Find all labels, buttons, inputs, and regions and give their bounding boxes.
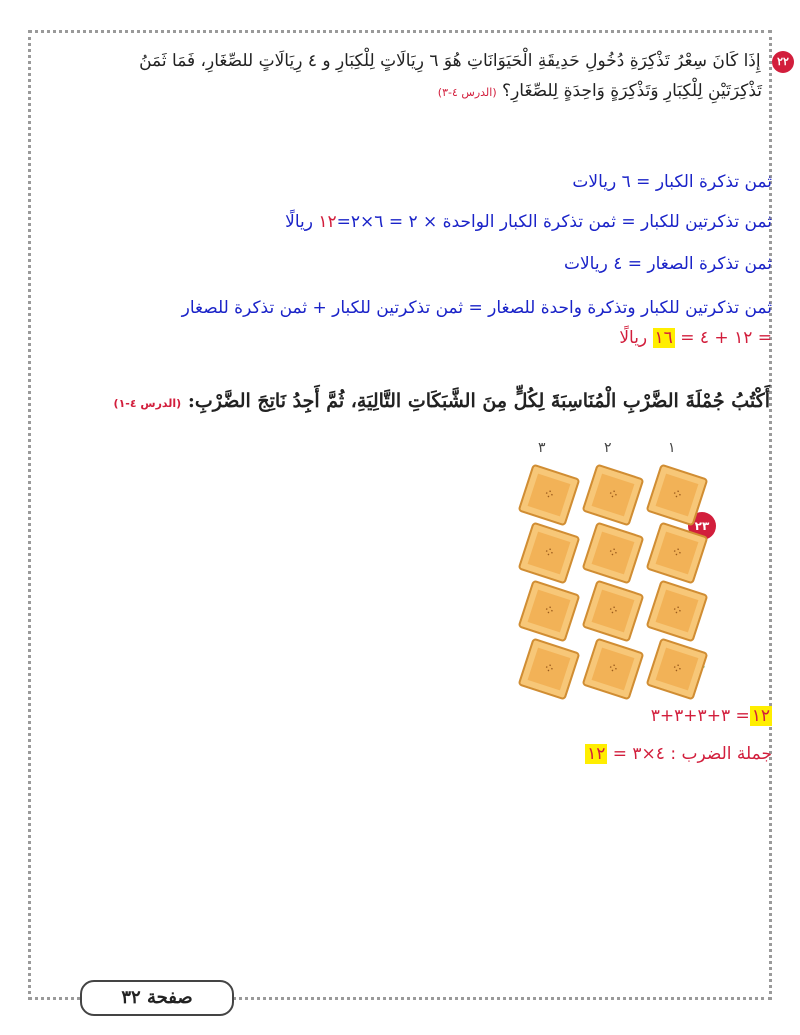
solution-line-2: ثمن تذكرتين للكبار = ثمن تذكرة الكبار الواحدة × ٢ = ٦×٢=١٢ ريالًا [285, 212, 772, 232]
section-lesson-reference: (الدرس ٤-١) [113, 397, 182, 410]
column-label: ١ [668, 440, 676, 456]
solution-line2-value: ١٢ [318, 212, 337, 232]
solution-line-4: ثمن تذكرتين للكبار وتذكرة واحدة للصغار = ثمن تذكرتين للكبار + ثمن تذكرة للصغار [181, 298, 772, 318]
cracker-image [517, 521, 580, 584]
column-label: ٢ [604, 440, 612, 456]
question-23-badge: ٢٣ [688, 512, 716, 540]
question-number-badge: ٢٢ [772, 51, 794, 73]
cracker-image [645, 521, 708, 584]
cracker-image [581, 521, 644, 584]
multiplication-sentence: جملة الضرب : ٤×٣ = ١٢ [587, 744, 772, 764]
cracker-image [645, 579, 708, 642]
solution-line-5: = ١٢ + ٤ = ١٦ ريالًا [619, 328, 772, 348]
cracker-image [581, 463, 644, 526]
question-text-line1: ٢٢ إِذَا كَانَ سِعْرُ تَذْكِرَةِ دُخُولِ حَدِيقَةِ الْحَيَوَانَاتِ هُوَ ٦ رِيَالَاتٍ لِلْكِبَارِ و ٤ رِيَالَاتٍ للصِّغَارِ، فَمَا ثَمَنُ [74, 46, 794, 76]
addition-result-highlight: ١٢ [751, 706, 770, 726]
solution-line-1: ثمن تذكرة الكبار = ٦ ريالات [572, 172, 772, 192]
column-label: ٣ [538, 440, 546, 456]
addition-sentence: ١٢= ٣+٣+٣+٣ [650, 706, 770, 726]
cracker-image [581, 637, 644, 700]
cracker-image [517, 637, 580, 700]
lesson-reference: (الدرس ٤-٣) [437, 86, 497, 99]
section-heading: أَكْتُبُ جُمْلَةَ الضَّرْبِ الْمُنَاسِبَةَ لِكُلٍّ مِنَ الشَّبَكَاتِ التَّالِيَةِ، ثُمَّ أَجِدُ نَاتِجَ الضَّرْبِ: (الدرس ٤-١) [113, 390, 770, 412]
cracker-image [517, 579, 580, 642]
multiplication-result-highlight: ١٢ [587, 744, 606, 764]
cracker-image [517, 463, 580, 526]
total-highlight: ١٦ [654, 328, 673, 348]
page-number-label: صفحة ٣٢ [80, 980, 234, 1016]
cracker-image [581, 579, 644, 642]
question-22 [74, 46, 794, 108]
question-text-line2: تَذْكِرَتَيْنِ لِلْكِبَارِ وَتَذْكِرَةٍ وَاحِدَةٍ لِلصِّغَارِ؟ (الدرس ٤-٣) [437, 81, 762, 101]
cracker-image [645, 463, 708, 526]
cracker-image [645, 637, 708, 700]
cracker-array [508, 440, 718, 705]
solution-line-3: ثمن تذكرة الصغار = ٤ ريالات [563, 254, 772, 274]
